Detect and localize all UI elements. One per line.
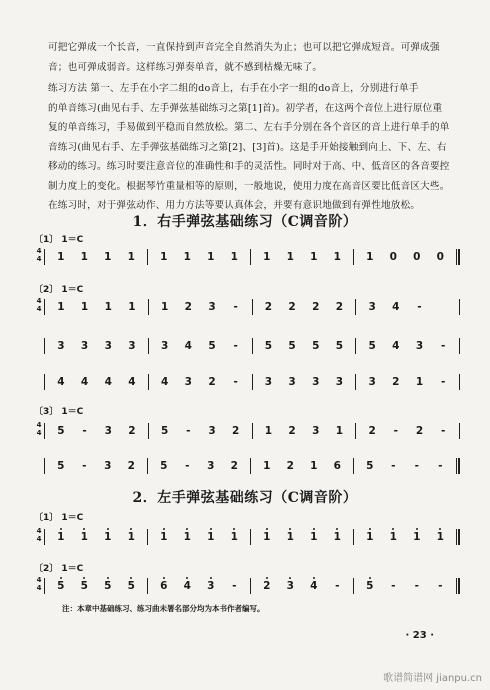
measure <box>356 425 459 437</box>
note: 3 <box>312 376 320 388</box>
page-number: · 23 · <box>405 630 434 641</box>
note: - <box>438 460 443 472</box>
note: 3 <box>368 376 376 388</box>
end-barline <box>459 423 460 439</box>
note: - <box>393 425 398 437</box>
note: 1 <box>230 251 238 263</box>
note: - <box>82 425 87 437</box>
note: 2 <box>392 376 400 388</box>
note: 1 <box>127 251 135 263</box>
note: - <box>233 376 238 388</box>
section2-ex2-row <box>34 576 460 596</box>
time-signature <box>34 576 44 592</box>
note: - <box>414 580 419 592</box>
note: - <box>440 340 446 352</box>
note: - <box>438 580 443 592</box>
note: 1 <box>333 531 341 543</box>
notes-line <box>44 576 460 596</box>
time-signature-bottom: 4 <box>36 535 42 543</box>
measure <box>148 251 250 263</box>
section1-ex2-row <box>34 297 460 317</box>
note: 3 <box>264 376 272 388</box>
note: 5 <box>288 340 296 352</box>
section1-ex1-label: 〔1〕 1＝C <box>34 235 84 245</box>
note: 2 <box>232 425 240 437</box>
note: 5 <box>160 425 169 437</box>
note: 3 <box>160 340 169 352</box>
intro-line: 在练习时，对于弹弦动作、用力方法等要认真体会，并要有意识地做到有弹性地放松。 <box>48 200 421 211</box>
intro-line: 的单音练习(曲见右手、左手弹弦基础练习之第[1]首)。初学者，在这两个音位上进行原位重 <box>48 102 443 114</box>
intro-paragraph <box>48 38 458 216</box>
note: 4 <box>310 580 318 592</box>
note: 5 <box>127 580 135 592</box>
note: 3 <box>207 460 215 472</box>
measure <box>251 531 353 543</box>
intro-line: 练习方法 第一、左手在小字二组的do音上，右手在小字一组的do音上，分别进行单手 <box>48 83 419 94</box>
intro-line: 制力度上的变化。根据琴竹重量相等的原则，一般地说，使用力度在高音区要比低音区大些。 <box>48 180 450 192</box>
footnote: 注：本章中基础练习、练习曲未署名部分均为本书作者编写。 <box>62 604 265 613</box>
note: 1 <box>80 251 88 263</box>
note: - <box>391 580 396 592</box>
measure <box>45 580 147 592</box>
measure <box>253 376 356 388</box>
note: 3 <box>288 376 296 388</box>
note: 2 <box>312 301 320 313</box>
note: 1 <box>160 531 168 543</box>
note: 0 <box>436 251 444 263</box>
measure <box>148 460 250 472</box>
intro-line: 音练习(曲见右手、左手弹弦基础练习之第[2]、[3]首)。这是手开始接触到向上、下、左、右 <box>48 141 447 153</box>
time-signature <box>34 297 44 313</box>
note: 5 <box>160 460 168 472</box>
notes-line <box>44 336 460 356</box>
measure <box>354 531 456 543</box>
note: 2 <box>208 376 216 388</box>
note: 1 <box>286 531 294 543</box>
note: 4 <box>128 376 136 388</box>
measure <box>251 251 353 263</box>
note: 2 <box>128 425 136 437</box>
measure <box>356 376 459 388</box>
note: - <box>417 301 422 313</box>
section2-title: 2．左手弹弦基础练习（C调音阶） <box>132 490 358 506</box>
section1-ex3-row <box>34 421 460 441</box>
note: 2 <box>127 460 135 472</box>
measure <box>149 301 252 313</box>
measure <box>45 251 147 263</box>
section2-ex2-label: 〔2〕 1＝C <box>34 564 84 574</box>
note: 1 <box>263 531 271 543</box>
measure <box>45 460 147 472</box>
note: 2 <box>286 460 294 472</box>
note: 1 <box>286 251 294 263</box>
end-barline <box>459 338 460 354</box>
section1-ex2-label: 〔2〕 1＝C <box>34 285 84 295</box>
note: 1 <box>264 425 272 437</box>
note: 2 <box>368 425 376 437</box>
measure <box>354 460 456 472</box>
notes-line <box>44 247 460 267</box>
measure <box>356 301 459 313</box>
note: - <box>232 580 237 592</box>
note: 1 <box>366 251 374 263</box>
note: 1 <box>413 531 421 543</box>
note: 5 <box>57 425 65 437</box>
note: 1 <box>335 425 344 437</box>
measure <box>45 531 147 543</box>
note: 4 <box>183 580 191 592</box>
notes-line <box>44 297 460 317</box>
note: 2 <box>288 301 296 313</box>
section1-ex1-row <box>34 247 460 267</box>
note: 5 <box>368 340 376 352</box>
note: 5 <box>312 340 320 352</box>
end-barline <box>456 578 460 594</box>
note: 3 <box>312 425 320 437</box>
note: 3 <box>368 301 376 313</box>
end-barline <box>459 374 460 390</box>
notes-line <box>44 421 460 441</box>
measure <box>148 580 250 592</box>
section1-title: 1．右手弹弦基础练习（C调音阶） <box>132 214 358 230</box>
note: 1 <box>263 460 271 472</box>
watermark-logo: 歌谱简谱网 jianpu.cn <box>383 673 482 684</box>
note: 3 <box>80 340 89 352</box>
note: 1 <box>127 531 135 543</box>
time-signature <box>34 527 44 543</box>
end-barline <box>456 249 460 265</box>
end-barline <box>456 529 460 545</box>
note: - <box>335 580 340 592</box>
note: 1 <box>436 531 444 543</box>
note: 0 <box>413 251 421 263</box>
note: 1 <box>80 531 88 543</box>
note: - <box>440 376 446 388</box>
note: 5 <box>264 340 272 352</box>
measure <box>253 301 356 313</box>
time-signature-top: 4 <box>36 527 42 535</box>
note: 2 <box>264 301 272 313</box>
measure <box>149 340 252 352</box>
intro-line: 移动的练习。练习时要注意音位的准确性和手的灵活性。同时对于高、中、低音区的各音要控 <box>48 161 450 172</box>
note: 1 <box>57 251 65 263</box>
end-barline <box>459 299 460 315</box>
note: 1 <box>128 301 136 313</box>
note: 5 <box>104 580 112 592</box>
note: 1 <box>333 251 341 263</box>
note: - <box>233 301 238 313</box>
note: 1 <box>230 531 238 543</box>
measure <box>45 340 148 352</box>
measure <box>253 425 356 437</box>
intro-line: 复的单音练习，手易做到平稳而自然放松。第二、左右手分别在各个音区的音上进行单手的单 <box>48 122 450 133</box>
section1-ex2-row <box>34 372 460 392</box>
note: 5 <box>335 340 344 352</box>
measure <box>45 425 148 437</box>
note: 1 <box>263 251 271 263</box>
time-signature-top: 4 <box>36 421 42 429</box>
time-signature-bottom: 4 <box>36 429 42 437</box>
note: - <box>440 425 446 437</box>
note: 3 <box>286 580 294 592</box>
note: 3 <box>104 460 112 472</box>
measure <box>251 580 353 592</box>
note: 5 <box>366 580 374 592</box>
note: 1 <box>104 531 112 543</box>
note: 4 <box>80 376 89 388</box>
note: 5 <box>80 580 88 592</box>
note: 1 <box>183 251 191 263</box>
section2-ex1-label: 〔1〕 1＝C <box>34 513 84 523</box>
measure <box>253 340 356 352</box>
section2-ex1-row <box>34 527 460 547</box>
note: 1 <box>57 301 65 313</box>
note: 5 <box>208 340 216 352</box>
note: 3 <box>335 376 344 388</box>
note: - <box>185 460 190 472</box>
note: - <box>414 460 419 472</box>
note: 1 <box>160 251 168 263</box>
measure <box>148 531 250 543</box>
note: 1 <box>389 531 397 543</box>
intro-line: 可把它弹成一个长音，一直保持到声音完全自然消失为止；也可以把它弹成短音。可弹成强 <box>48 42 440 53</box>
measure <box>356 340 459 352</box>
measure <box>354 251 456 263</box>
note: 1 <box>104 301 112 313</box>
note: - <box>391 460 396 472</box>
time-signature-top: 4 <box>36 297 42 305</box>
note: 5 <box>57 460 65 472</box>
time-signature-bottom: 4 <box>36 584 42 592</box>
note: 1 <box>207 251 215 263</box>
note: 3 <box>104 340 112 352</box>
section1-ex2-row <box>34 336 460 356</box>
note: 4 <box>392 301 400 313</box>
note: 4 <box>160 376 169 388</box>
note: 6 <box>160 580 168 592</box>
note: 3 <box>208 425 216 437</box>
section1-ex3-row <box>34 456 460 476</box>
note: 4 <box>104 376 112 388</box>
note: 2 <box>184 301 192 313</box>
note: 1 <box>310 251 318 263</box>
note: 4 <box>57 376 65 388</box>
time-signature-bottom: 4 <box>36 305 42 313</box>
note: 1 <box>310 460 318 472</box>
note: 3 <box>128 340 136 352</box>
note: 2 <box>288 425 296 437</box>
note: 3 <box>415 340 424 352</box>
time-signature <box>34 247 44 263</box>
measure <box>149 425 252 437</box>
time-signature-bottom: 4 <box>36 255 42 263</box>
end-barline <box>456 458 460 474</box>
note: 1 <box>80 301 89 313</box>
time-signature <box>34 421 44 437</box>
time-signature-top: 4 <box>36 247 42 255</box>
note: 1 <box>207 531 215 543</box>
note: 4 <box>184 340 192 352</box>
note: 1 <box>104 251 112 263</box>
note: 6 <box>333 460 341 472</box>
notes-line <box>44 527 460 547</box>
note: 0 <box>389 251 397 263</box>
section1-ex3-label: 〔3〕 1＝C <box>34 407 84 417</box>
note: - <box>233 340 238 352</box>
measure <box>45 376 148 388</box>
note: 2 <box>415 425 424 437</box>
note: 2 <box>263 580 271 592</box>
note: 5 <box>57 580 65 592</box>
note: - <box>186 425 191 437</box>
note: 2 <box>230 460 238 472</box>
note: 1 <box>366 531 374 543</box>
note: 1 <box>57 531 65 543</box>
note: 1 <box>160 301 169 313</box>
note: 3 <box>57 340 65 352</box>
measure <box>45 301 148 313</box>
measure <box>251 460 353 472</box>
notes-line <box>44 456 460 476</box>
note: 4 <box>392 340 400 352</box>
note: 1 <box>183 531 191 543</box>
note: 1 <box>415 376 424 388</box>
note: 3 <box>184 376 192 388</box>
note: 3 <box>207 580 215 592</box>
note: 5 <box>366 460 374 472</box>
note: 1 <box>310 531 318 543</box>
note: 3 <box>208 301 216 313</box>
measure <box>354 580 456 592</box>
intro-line: 音；也可弹成弱音。这样练习弹奏单音，就不感到枯燥无味了。 <box>48 61 323 73</box>
note: 2 <box>335 301 344 313</box>
note: 3 <box>104 425 112 437</box>
note: - <box>82 460 87 472</box>
measure <box>149 376 252 388</box>
time-signature-top: 4 <box>36 576 42 584</box>
notes-line <box>44 372 460 392</box>
